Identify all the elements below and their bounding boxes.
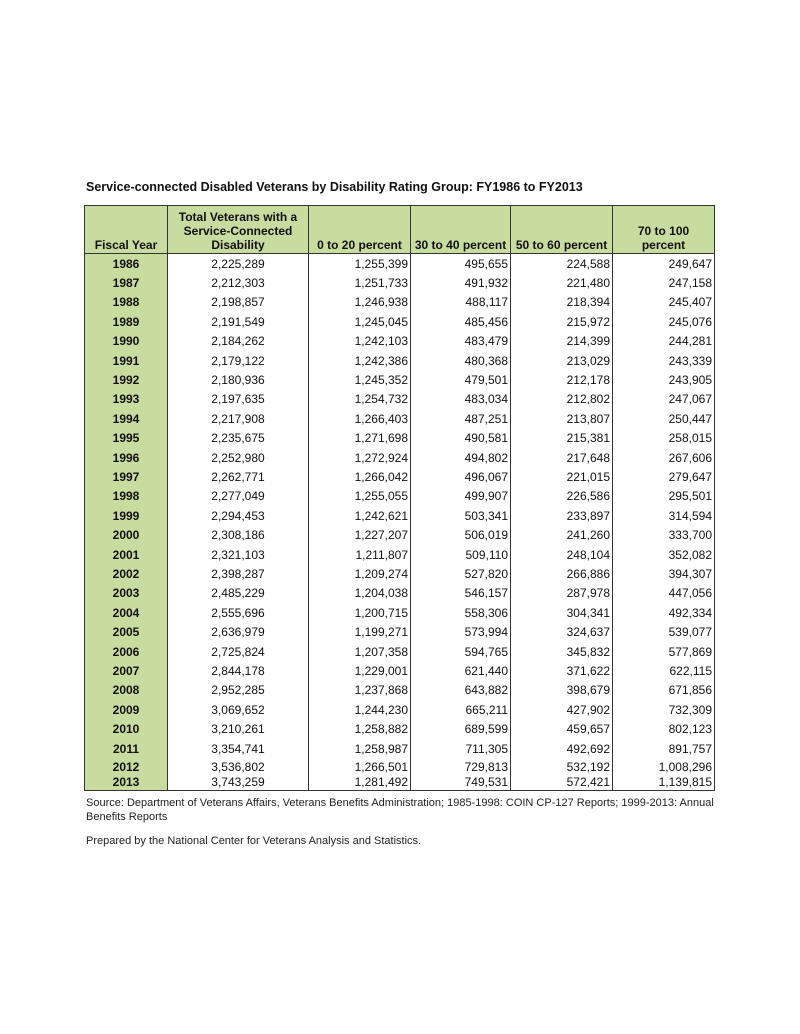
table-row	[85, 545, 715, 564]
cell-total: 3,536,802	[168, 759, 309, 775]
cell-fiscal-year: 1986	[85, 254, 168, 274]
cell-fiscal-year: 2004	[85, 603, 168, 622]
cell-pct-0-20: 1,242,621	[309, 506, 411, 525]
cell-pct-70-100: 671,856	[613, 681, 715, 700]
cell-pct-30-40: 506,019	[411, 525, 511, 544]
prepared-by-note: Prepared by the National Center for Veterans Analysis and Statistics.	[86, 835, 422, 847]
cell-pct-30-40: 488,117	[411, 293, 511, 312]
cell-total: 3,069,652	[168, 700, 309, 719]
cell-pct-50-60: 215,381	[511, 429, 613, 448]
table-row	[85, 487, 715, 506]
cell-total: 2,952,285	[168, 681, 309, 700]
cell-total: 2,262,771	[168, 467, 309, 486]
cell-fiscal-year: 2001	[85, 545, 168, 564]
cell-pct-70-100: 622,115	[613, 661, 715, 680]
cell-pct-70-100: 577,869	[613, 642, 715, 661]
table-row	[85, 429, 715, 448]
cell-pct-70-100: 295,501	[613, 487, 715, 506]
cell-total: 2,235,675	[168, 429, 309, 448]
cell-pct-50-60: 218,394	[511, 293, 613, 312]
cell-pct-50-60: 215,972	[511, 312, 613, 331]
cell-total: 2,225,289	[168, 254, 309, 274]
cell-total: 3,743,259	[168, 774, 309, 790]
table-row	[85, 719, 715, 738]
cell-pct-30-40: 490,581	[411, 429, 511, 448]
table-title: Service-connected Disabled Veterans by Disability Rating Group: FY1986 to FY2013	[86, 180, 583, 194]
cell-total: 2,191,549	[168, 312, 309, 331]
cell-fiscal-year: 2006	[85, 642, 168, 661]
cell-total: 2,217,908	[168, 409, 309, 428]
cell-pct-50-60: 248,104	[511, 545, 613, 564]
col-header-total: Total Veterans with a Service-Connected Disability	[168, 206, 309, 254]
cell-total: 2,555,696	[168, 603, 309, 622]
table-row	[85, 312, 715, 331]
cell-pct-0-20: 1,204,038	[309, 584, 411, 603]
cell-pct-50-60: 532,192	[511, 759, 613, 775]
cell-total: 2,308,186	[168, 525, 309, 544]
cell-pct-0-20: 1,209,274	[309, 564, 411, 583]
cell-pct-70-100: 267,606	[613, 448, 715, 467]
cell-total: 2,321,103	[168, 545, 309, 564]
cell-pct-70-100: 258,015	[613, 429, 715, 448]
cell-pct-50-60: 492,692	[511, 739, 613, 759]
cell-pct-50-60: 345,832	[511, 642, 613, 661]
table-row	[85, 273, 715, 292]
cell-pct-70-100: 249,647	[613, 254, 715, 274]
cell-pct-70-100: 1,139,815	[613, 774, 715, 790]
cell-total: 2,212,303	[168, 273, 309, 292]
cell-pct-30-40: 495,655	[411, 254, 511, 274]
table-row	[85, 293, 715, 312]
cell-pct-0-20: 1,246,938	[309, 293, 411, 312]
cell-pct-0-20: 1,227,207	[309, 525, 411, 544]
cell-pct-30-40: 643,882	[411, 681, 511, 700]
cell-pct-0-20: 1,266,501	[309, 759, 411, 775]
cell-pct-30-40: 665,211	[411, 700, 511, 719]
table-row	[85, 254, 715, 274]
cell-pct-50-60: 213,029	[511, 351, 613, 370]
cell-total: 3,354,741	[168, 739, 309, 759]
cell-pct-70-100: 243,905	[613, 370, 715, 389]
cell-pct-50-60: 304,341	[511, 603, 613, 622]
cell-pct-0-20: 1,255,399	[309, 254, 411, 274]
cell-pct-70-100: 250,447	[613, 409, 715, 428]
cell-pct-50-60: 226,586	[511, 487, 613, 506]
cell-total: 2,198,857	[168, 293, 309, 312]
cell-fiscal-year: 2011	[85, 739, 168, 759]
cell-pct-70-100: 539,077	[613, 622, 715, 641]
cell-pct-0-20: 1,266,403	[309, 409, 411, 428]
cell-pct-30-40: 485,456	[411, 312, 511, 331]
cell-pct-30-40: 749,531	[411, 774, 511, 790]
table-row	[85, 774, 715, 790]
cell-pct-70-100: 891,757	[613, 739, 715, 759]
cell-pct-50-60: 371,622	[511, 661, 613, 680]
col-header-0-20: 0 to 20 percent	[309, 206, 411, 254]
table-row	[85, 370, 715, 389]
table-row	[85, 351, 715, 370]
cell-fiscal-year: 1992	[85, 370, 168, 389]
table-row	[85, 759, 715, 775]
header-row	[85, 206, 715, 254]
cell-pct-30-40: 483,034	[411, 390, 511, 409]
cell-pct-50-60: 212,178	[511, 370, 613, 389]
cell-pct-70-100: 333,700	[613, 525, 715, 544]
cell-pct-30-40: 573,994	[411, 622, 511, 641]
cell-fiscal-year: 2003	[85, 584, 168, 603]
cell-pct-0-20: 1,245,352	[309, 370, 411, 389]
cell-pct-50-60: 572,421	[511, 774, 613, 790]
table-row	[85, 409, 715, 428]
cell-fiscal-year: 1990	[85, 332, 168, 351]
cell-pct-50-60: 287,978	[511, 584, 613, 603]
table-row	[85, 642, 715, 661]
cell-pct-70-100: 244,281	[613, 332, 715, 351]
table-row	[85, 564, 715, 583]
cell-total: 2,294,453	[168, 506, 309, 525]
disabled-veterans-table	[84, 205, 715, 791]
cell-pct-70-100: 279,647	[613, 467, 715, 486]
source-note: Source: Department of Veterans Affairs, Veterans Benefits Administration; 1985-1998: COIN CP-127 Reports; 1999-2013: Annual Benefits Reports	[86, 797, 714, 823]
cell-pct-0-20: 1,199,271	[309, 622, 411, 641]
cell-pct-0-20: 1,266,042	[309, 467, 411, 486]
col-header-fiscal-year: Fiscal Year	[85, 206, 168, 254]
cell-pct-30-40: 496,067	[411, 467, 511, 486]
cell-pct-30-40: 480,368	[411, 351, 511, 370]
cell-pct-30-40: 479,501	[411, 370, 511, 389]
cell-fiscal-year: 1994	[85, 409, 168, 428]
table-row	[85, 584, 715, 603]
cell-fiscal-year: 2009	[85, 700, 168, 719]
cell-pct-50-60: 398,679	[511, 681, 613, 700]
cell-pct-50-60: 266,886	[511, 564, 613, 583]
cell-pct-50-60: 224,588	[511, 254, 613, 274]
cell-pct-30-40: 483,479	[411, 332, 511, 351]
cell-fiscal-year: 1998	[85, 487, 168, 506]
cell-pct-50-60: 241,260	[511, 525, 613, 544]
table-row	[85, 661, 715, 680]
cell-pct-0-20: 1,281,492	[309, 774, 411, 790]
table-row	[85, 525, 715, 544]
cell-total: 2,636,979	[168, 622, 309, 641]
cell-pct-50-60: 221,015	[511, 467, 613, 486]
cell-pct-70-100: 314,594	[613, 506, 715, 525]
cell-total: 2,197,635	[168, 390, 309, 409]
cell-pct-0-20: 1,200,715	[309, 603, 411, 622]
cell-fiscal-year: 2000	[85, 525, 168, 544]
cell-total: 2,277,049	[168, 487, 309, 506]
cell-total: 2,184,262	[168, 332, 309, 351]
table-row	[85, 467, 715, 486]
cell-pct-70-100: 352,082	[613, 545, 715, 564]
table-row	[85, 603, 715, 622]
cell-pct-70-100: 245,407	[613, 293, 715, 312]
cell-pct-30-40: 558,306	[411, 603, 511, 622]
cell-fiscal-year: 2010	[85, 719, 168, 738]
cell-pct-50-60: 324,637	[511, 622, 613, 641]
cell-pct-70-100: 447,056	[613, 584, 715, 603]
cell-pct-30-40: 527,820	[411, 564, 511, 583]
cell-total: 3,210,261	[168, 719, 309, 738]
cell-fiscal-year: 2008	[85, 681, 168, 700]
cell-pct-0-20: 1,245,045	[309, 312, 411, 331]
col-header-70-100: 70 to 100 percent	[613, 206, 715, 254]
cell-pct-30-40: 494,802	[411, 448, 511, 467]
cell-pct-50-60: 213,807	[511, 409, 613, 428]
cell-fiscal-year: 2005	[85, 622, 168, 641]
col-header-30-40: 30 to 40 percent	[411, 206, 511, 254]
cell-fiscal-year: 1989	[85, 312, 168, 331]
table-row	[85, 506, 715, 525]
cell-pct-30-40: 487,251	[411, 409, 511, 428]
cell-pct-70-100: 243,339	[613, 351, 715, 370]
table-row	[85, 700, 715, 719]
cell-pct-0-20: 1,242,103	[309, 332, 411, 351]
cell-fiscal-year: 1993	[85, 390, 168, 409]
cell-fiscal-year: 2012	[85, 759, 168, 775]
cell-pct-30-40: 689,599	[411, 719, 511, 738]
cell-fiscal-year: 1999	[85, 506, 168, 525]
cell-pct-0-20: 1,258,987	[309, 739, 411, 759]
cell-pct-0-20: 1,211,807	[309, 545, 411, 564]
cell-pct-0-20: 1,207,358	[309, 642, 411, 661]
cell-pct-70-100: 492,334	[613, 603, 715, 622]
cell-pct-70-100: 247,158	[613, 273, 715, 292]
cell-fiscal-year: 2007	[85, 661, 168, 680]
cell-pct-30-40: 594,765	[411, 642, 511, 661]
cell-total: 2,398,287	[168, 564, 309, 583]
cell-fiscal-year: 1987	[85, 273, 168, 292]
cell-pct-50-60: 459,657	[511, 719, 613, 738]
cell-pct-50-60: 214,399	[511, 332, 613, 351]
cell-fiscal-year: 1997	[85, 467, 168, 486]
cell-pct-50-60: 221,480	[511, 273, 613, 292]
cell-total: 2,485,229	[168, 584, 309, 603]
cell-pct-70-100: 802,123	[613, 719, 715, 738]
cell-pct-0-20: 1,254,732	[309, 390, 411, 409]
cell-total: 2,725,824	[168, 642, 309, 661]
cell-pct-30-40: 491,932	[411, 273, 511, 292]
cell-pct-50-60: 427,902	[511, 700, 613, 719]
cell-pct-30-40: 729,813	[411, 759, 511, 775]
cell-total: 2,179,122	[168, 351, 309, 370]
table-row	[85, 681, 715, 700]
cell-pct-50-60: 212,802	[511, 390, 613, 409]
cell-pct-0-20: 1,258,882	[309, 719, 411, 738]
cell-pct-70-100: 245,076	[613, 312, 715, 331]
cell-pct-50-60: 233,897	[511, 506, 613, 525]
table-row	[85, 739, 715, 759]
cell-pct-30-40: 509,110	[411, 545, 511, 564]
cell-fiscal-year: 1991	[85, 351, 168, 370]
cell-pct-0-20: 1,271,698	[309, 429, 411, 448]
cell-fiscal-year: 1996	[85, 448, 168, 467]
cell-pct-70-100: 1,008,296	[613, 759, 715, 775]
cell-fiscal-year: 2013	[85, 774, 168, 790]
table-row	[85, 448, 715, 467]
cell-pct-0-20: 1,244,230	[309, 700, 411, 719]
cell-pct-30-40: 621,440	[411, 661, 511, 680]
cell-total: 2,180,936	[168, 370, 309, 389]
col-header-50-60: 50 to 60 percent	[511, 206, 613, 254]
cell-pct-0-20: 1,229,001	[309, 661, 411, 680]
cell-pct-0-20: 1,255,055	[309, 487, 411, 506]
cell-pct-0-20: 1,237,868	[309, 681, 411, 700]
cell-pct-30-40: 499,907	[411, 487, 511, 506]
cell-pct-70-100: 247,067	[613, 390, 715, 409]
cell-pct-30-40: 711,305	[411, 739, 511, 759]
cell-total: 2,252,980	[168, 448, 309, 467]
table-row	[85, 622, 715, 641]
cell-pct-0-20: 1,242,386	[309, 351, 411, 370]
cell-pct-50-60: 217,648	[511, 448, 613, 467]
cell-fiscal-year: 2002	[85, 564, 168, 583]
table-row	[85, 390, 715, 409]
cell-pct-30-40: 546,157	[411, 584, 511, 603]
cell-pct-30-40: 503,341	[411, 506, 511, 525]
cell-total: 2,844,178	[168, 661, 309, 680]
cell-pct-0-20: 1,251,733	[309, 273, 411, 292]
cell-pct-0-20: 1,272,924	[309, 448, 411, 467]
cell-fiscal-year: 1995	[85, 429, 168, 448]
table-row	[85, 332, 715, 351]
cell-pct-70-100: 732,309	[613, 700, 715, 719]
cell-pct-70-100: 394,307	[613, 564, 715, 583]
cell-fiscal-year: 1988	[85, 293, 168, 312]
